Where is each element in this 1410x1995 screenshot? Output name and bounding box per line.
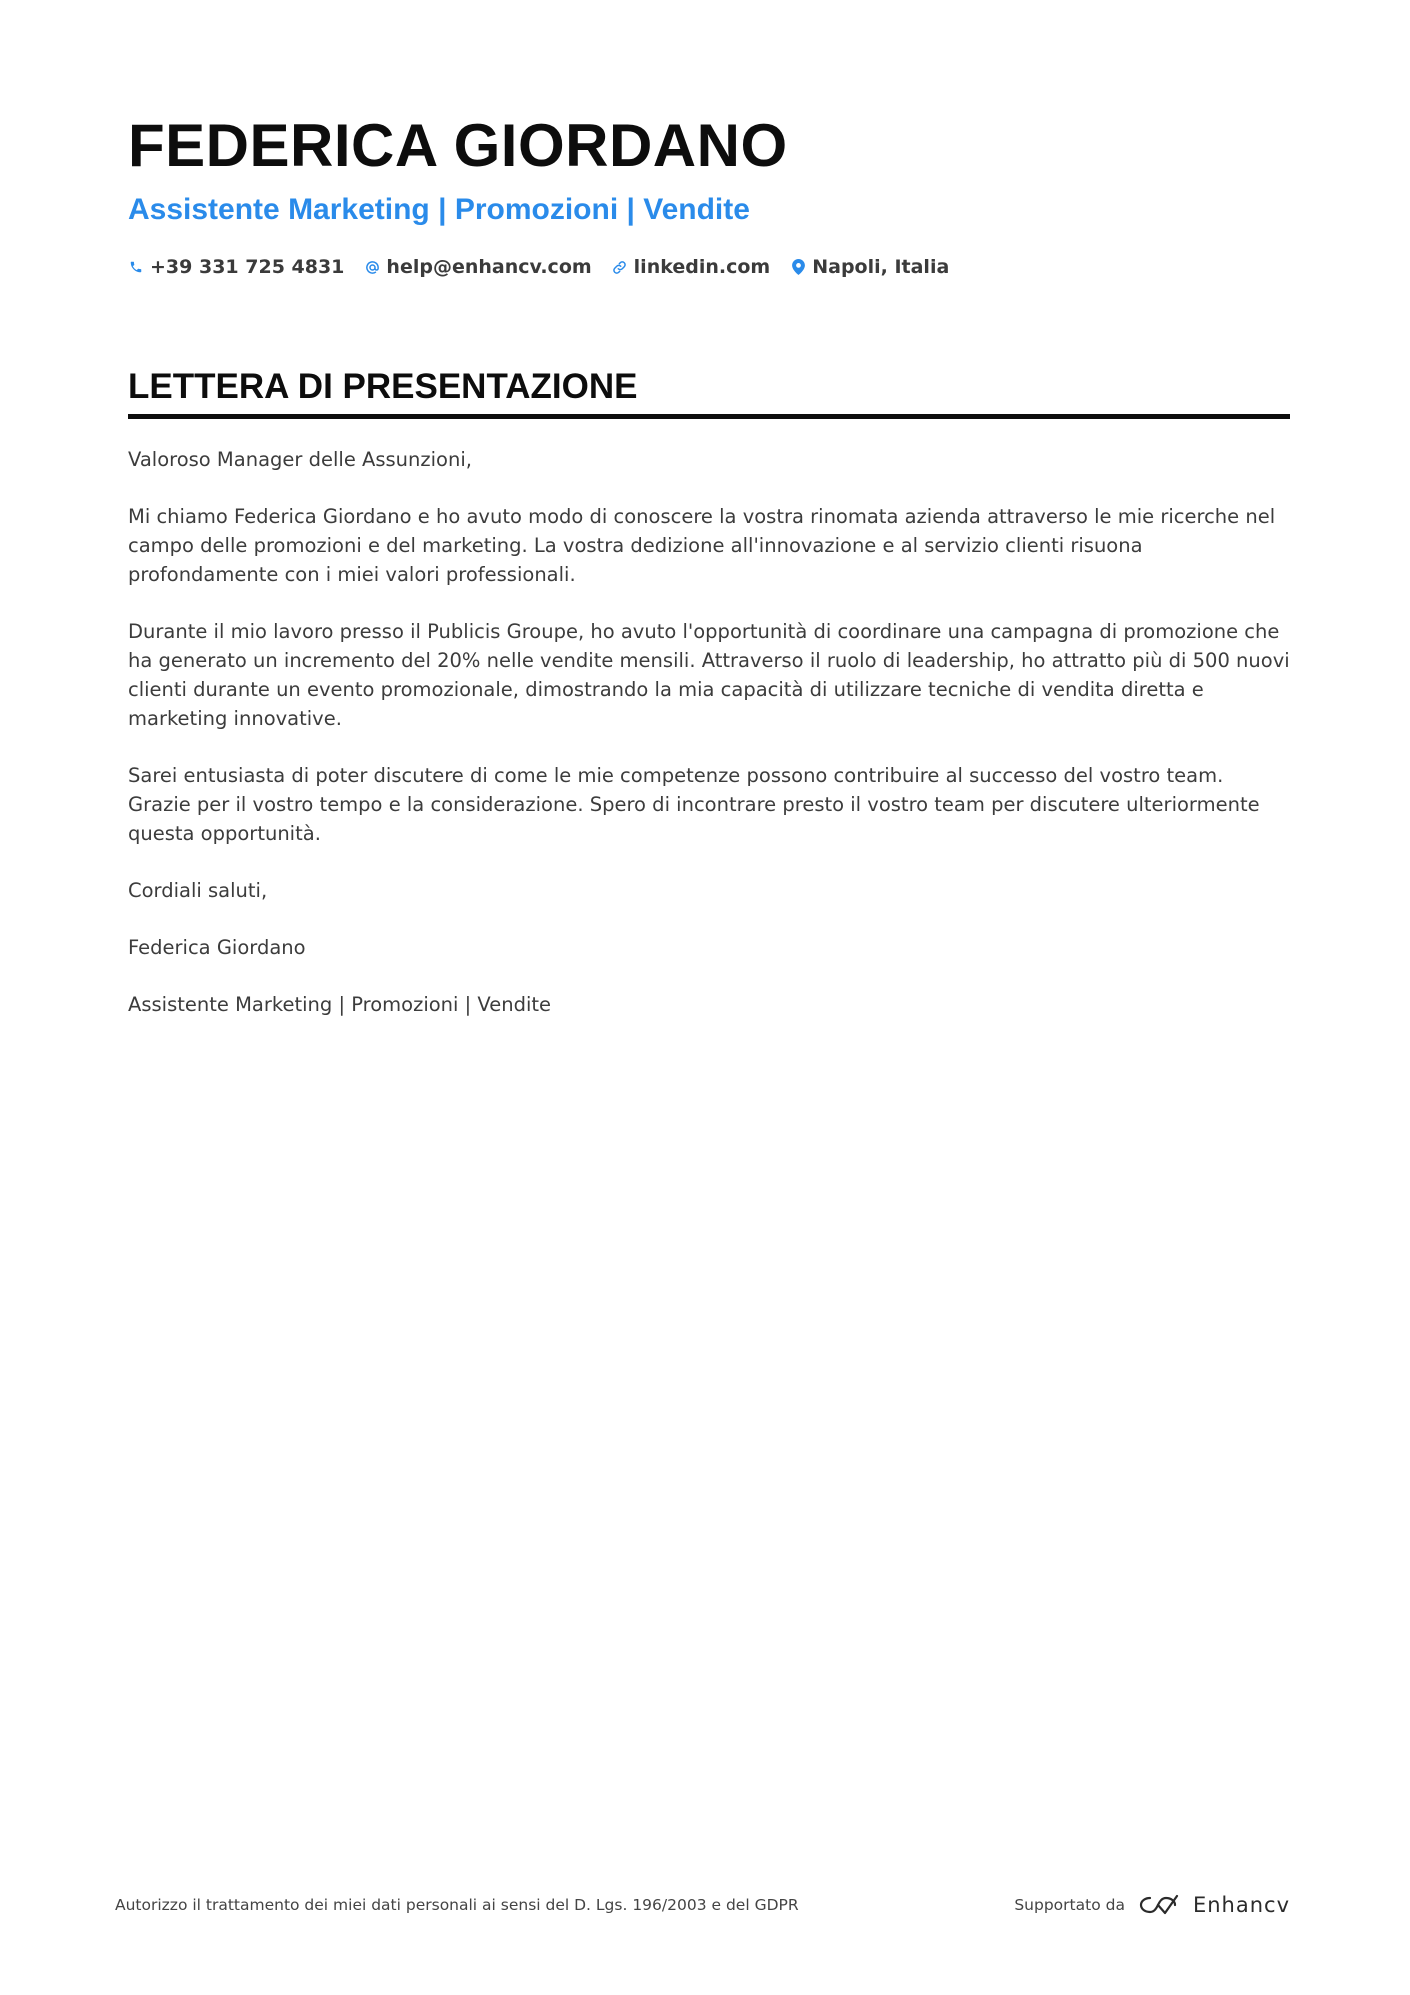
- letter-paragraph: Mi chiamo Federica Giordano e ho avuto modo di conoscere la vostra rinomata azienda attraverso le mie ricerche nel campo delle promozioni e del marketing. La vostra dedizione all'innovazione e al servizio clienti risuona profondamente con i miei valori professionali.: [128, 505, 1276, 586]
- enhancv-logo-icon: [1137, 1893, 1183, 1917]
- location-text: Napoli, Italia: [812, 256, 950, 278]
- signature-name: Federica Giordano: [128, 936, 306, 959]
- contact-phone: [128, 256, 344, 278]
- letter-greeting: Valoroso Manager delle Assunzioni,: [128, 448, 472, 471]
- link-icon: [612, 258, 628, 276]
- candidate-role: Assistente Marketing | Promozioni | Vendite: [128, 193, 750, 226]
- section-title: LETTERA DI PRESENTAZIONE: [128, 364, 1290, 419]
- enhancv-logo[interactable]: [1137, 1893, 1290, 1917]
- header: [128, 110, 1288, 278]
- letter-closing: Cordiali saluti,: [128, 879, 268, 902]
- letter-paragraph: Durante il mio lavoro presso il Publicis Groupe, ho avuto l'opportunità di coordinare una campagna di promozione che ha generato un incremento del 20% nelle vendite mensili. Attraverso il ruolo di leadership, ho attratto più di 500 nuovi clienti durante un evento promozionale, dimostrando la mia capacità di utilizzare tecniche di vendita diretta e marketing innovative.: [128, 620, 1290, 730]
- contact-bar: [128, 256, 1288, 278]
- at-icon: [364, 258, 380, 276]
- email-text[interactable]: help@enhancv.com: [386, 256, 592, 278]
- powered-by[interactable]: [1014, 1893, 1290, 1917]
- candidate-name: FEDERICA GIORDANO: [128, 112, 788, 179]
- phone-text: +39 331 725 4831: [150, 256, 345, 278]
- signature-role: Assistente Marketing | Promozioni | Vendite: [128, 993, 552, 1016]
- location-pin-icon: [790, 258, 806, 276]
- footer: [115, 1890, 1290, 1920]
- cover-letter-section: [128, 364, 1290, 1047]
- contact-linkedin[interactable]: [612, 256, 771, 278]
- letter-paragraph: Sarei entusiasta di poter discutere di come le mie competenze possono contribuire al successo del vostro team. Grazie per il vostro tempo e la considerazione. Spero di incontrare presto il vostro team per discutere ulteriormente questa opportunità.: [128, 764, 1260, 845]
- contact-location: [790, 256, 949, 278]
- privacy-consent: Autorizzo il trattamento dei miei dati personali ai sensi del D. Lgs. 196/2003 e del GDPR: [115, 1896, 799, 1914]
- powered-by-label: Supportato da: [1014, 1896, 1125, 1914]
- linkedin-text[interactable]: linkedin.com: [633, 256, 771, 278]
- phone-icon: [128, 258, 144, 276]
- enhancv-wordmark: Enhancv: [1192, 1893, 1290, 1917]
- contact-email[interactable]: [364, 256, 591, 278]
- letter-body: [128, 445, 1290, 1019]
